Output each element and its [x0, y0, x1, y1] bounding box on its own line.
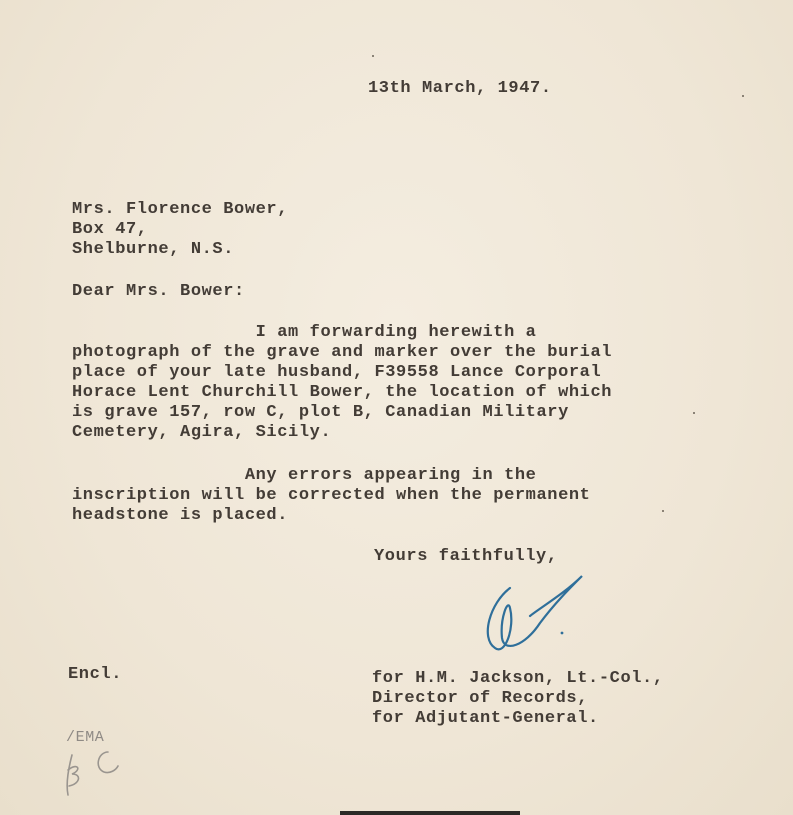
closing: Yours faithfully, [374, 547, 558, 566]
pencil-initials-icon [60, 740, 130, 800]
paper-speck [742, 95, 744, 97]
reference-initials: /EMA [66, 729, 105, 746]
letter-date: 13th March, 1947. [368, 79, 552, 98]
paragraph-line: Cemetery, Agira, Sicily. [72, 423, 332, 442]
body-paragraph-2 [72, 466, 590, 526]
signoff-line: Director of Records, [372, 689, 589, 708]
enclosure-note: Encl. [68, 665, 123, 684]
paper-speck [662, 510, 664, 512]
paragraph-line: photograph of the grave and marker over the burial [72, 343, 613, 362]
salutation: Dear Mrs. Bower: [72, 282, 245, 301]
paragraph-line: Any errors appearing in the [72, 466, 537, 485]
signature-icon [470, 568, 600, 658]
paragraph-line: is grave 157, row C, plot B, Canadian Military [72, 403, 569, 422]
paper-speck [693, 412, 695, 414]
recipient-box: Box 47, [72, 220, 148, 239]
signature-block [372, 669, 664, 729]
paragraph-line: inscription will be corrected when the permanent [72, 486, 591, 505]
paragraph-line: headstone is placed. [72, 506, 289, 525]
signoff-line: for Adjutant-General. [372, 709, 599, 728]
paragraph-line: Horace Lent Churchill Bower, the location of which [72, 383, 613, 402]
paragraph-line: I am forwarding herewith a [72, 323, 537, 342]
recipient-name: Mrs. Florence Bower, [72, 200, 289, 219]
recipient-address [72, 200, 288, 260]
paragraph-line: place of your late husband, F39558 Lance Corporal [72, 363, 602, 382]
paper-speck [372, 55, 374, 57]
signoff-line: for H.M. Jackson, Lt.-Col., [372, 669, 664, 688]
body-paragraph-1 [72, 323, 612, 443]
recipient-town: Shelburne, N.S. [72, 240, 235, 259]
scan-edge [340, 811, 520, 815]
